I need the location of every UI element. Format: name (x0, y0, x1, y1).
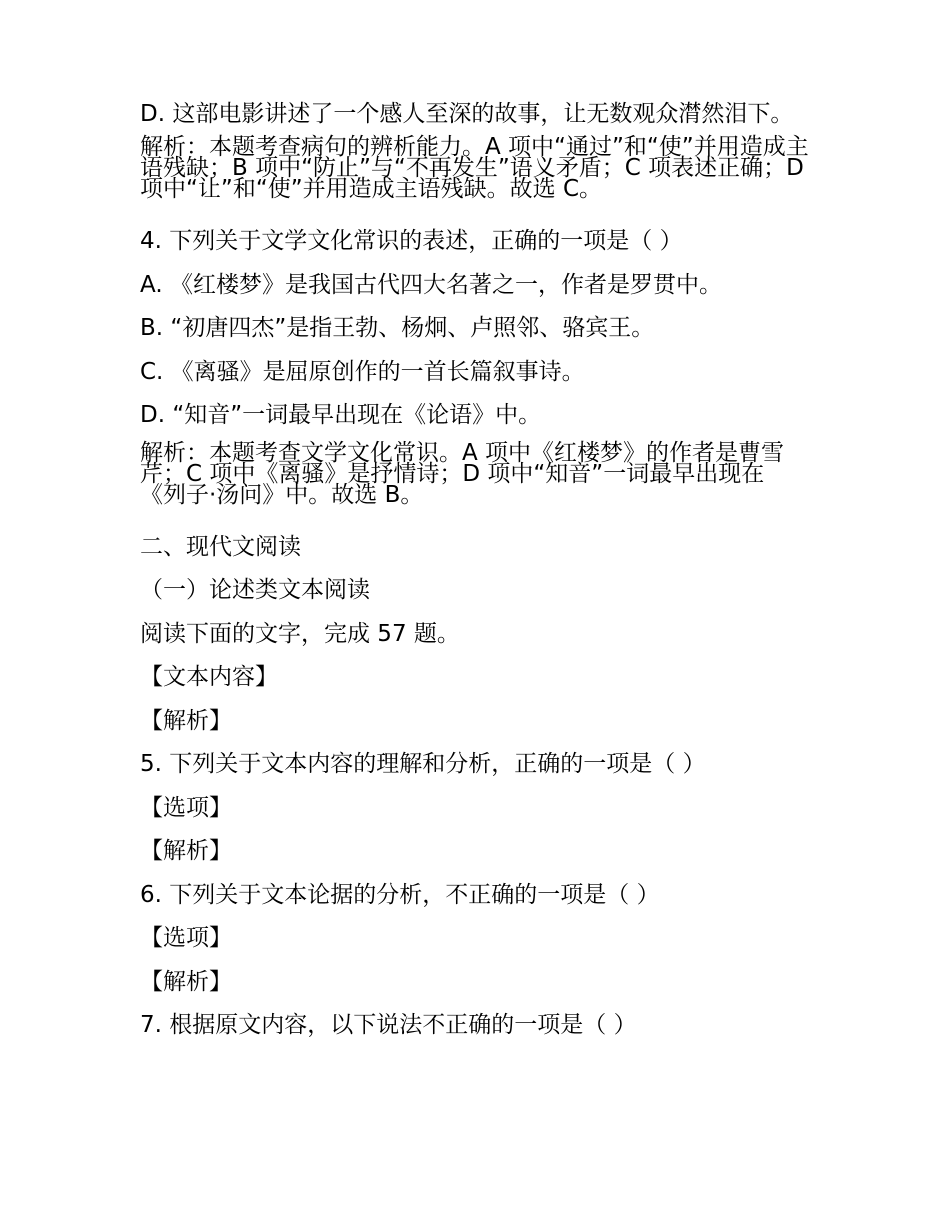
document-page (140, 101, 810, 1048)
q6-options-label: 【选项】 (140, 925, 232, 951)
q5-options-label: 【选项】 (140, 794, 232, 821)
q3-explanation: 解析：本题考查病句的辨析能力。A 项中“通过”和“使”并用造成主语残缺；B 项中“防止”与“不再发生”语义矛盾；C 项表述正确；D 项中“让”和“使”并用造成主语残缺。故选 C。 (140, 134, 809, 202)
section2-analysis-label: 【解析】 (140, 707, 232, 734)
q4-option-d: D. “知音”一词最早出现在《论语》中。 (140, 402, 542, 428)
q4-option-c: C. 《离骚》是屈原创作的一首长篇叙事诗。 (140, 358, 585, 385)
q4-question: 4. 下列关于文学文化常识的表述，正确的一项是（ ） (140, 228, 683, 254)
q3-option-d: D. 这部电影讲述了一个感人至深的故事，让无数观众潸然泪下。 (140, 101, 794, 127)
section2-instruction: 阅读下面的文字，完成 57 题。 (140, 620, 460, 647)
q4-option-b: B. “初唐四杰”是指王勃、杨炯、卢照邻、骆宾王。 (140, 315, 655, 341)
text-content-label: 【文本内容】 (140, 664, 278, 690)
q5-question: 5. 下列关于文本内容的理解和分析，正确的一项是（ ） (140, 751, 706, 777)
q4-explanation: 解析：本题考查文学文化常识。A 项中《红楼梦》的作者是曹雪芹；C 项中《离骚》是抒情诗；D 项中“知音”一词最早出现在《列子·汤问》中。故选 B。 (140, 439, 785, 508)
q7-question: 7. 根据原文内容，以下说法不正确的一项是（ ） (140, 1012, 637, 1038)
q6-analysis-label: 【解析】 (140, 968, 232, 995)
q6-question: 6. 下列关于文本论据的分析，不正确的一项是（ ） (140, 881, 660, 908)
q4-option-a: A. 《红楼梦》是我国古代四大名著之一，作者是罗贯中。 (140, 271, 722, 298)
q5-analysis-label: 【解析】 (140, 838, 232, 864)
section2-subsection: （一）论述类文本阅读 (140, 577, 370, 603)
section2-title: 二、现代文阅读 (140, 533, 301, 560)
